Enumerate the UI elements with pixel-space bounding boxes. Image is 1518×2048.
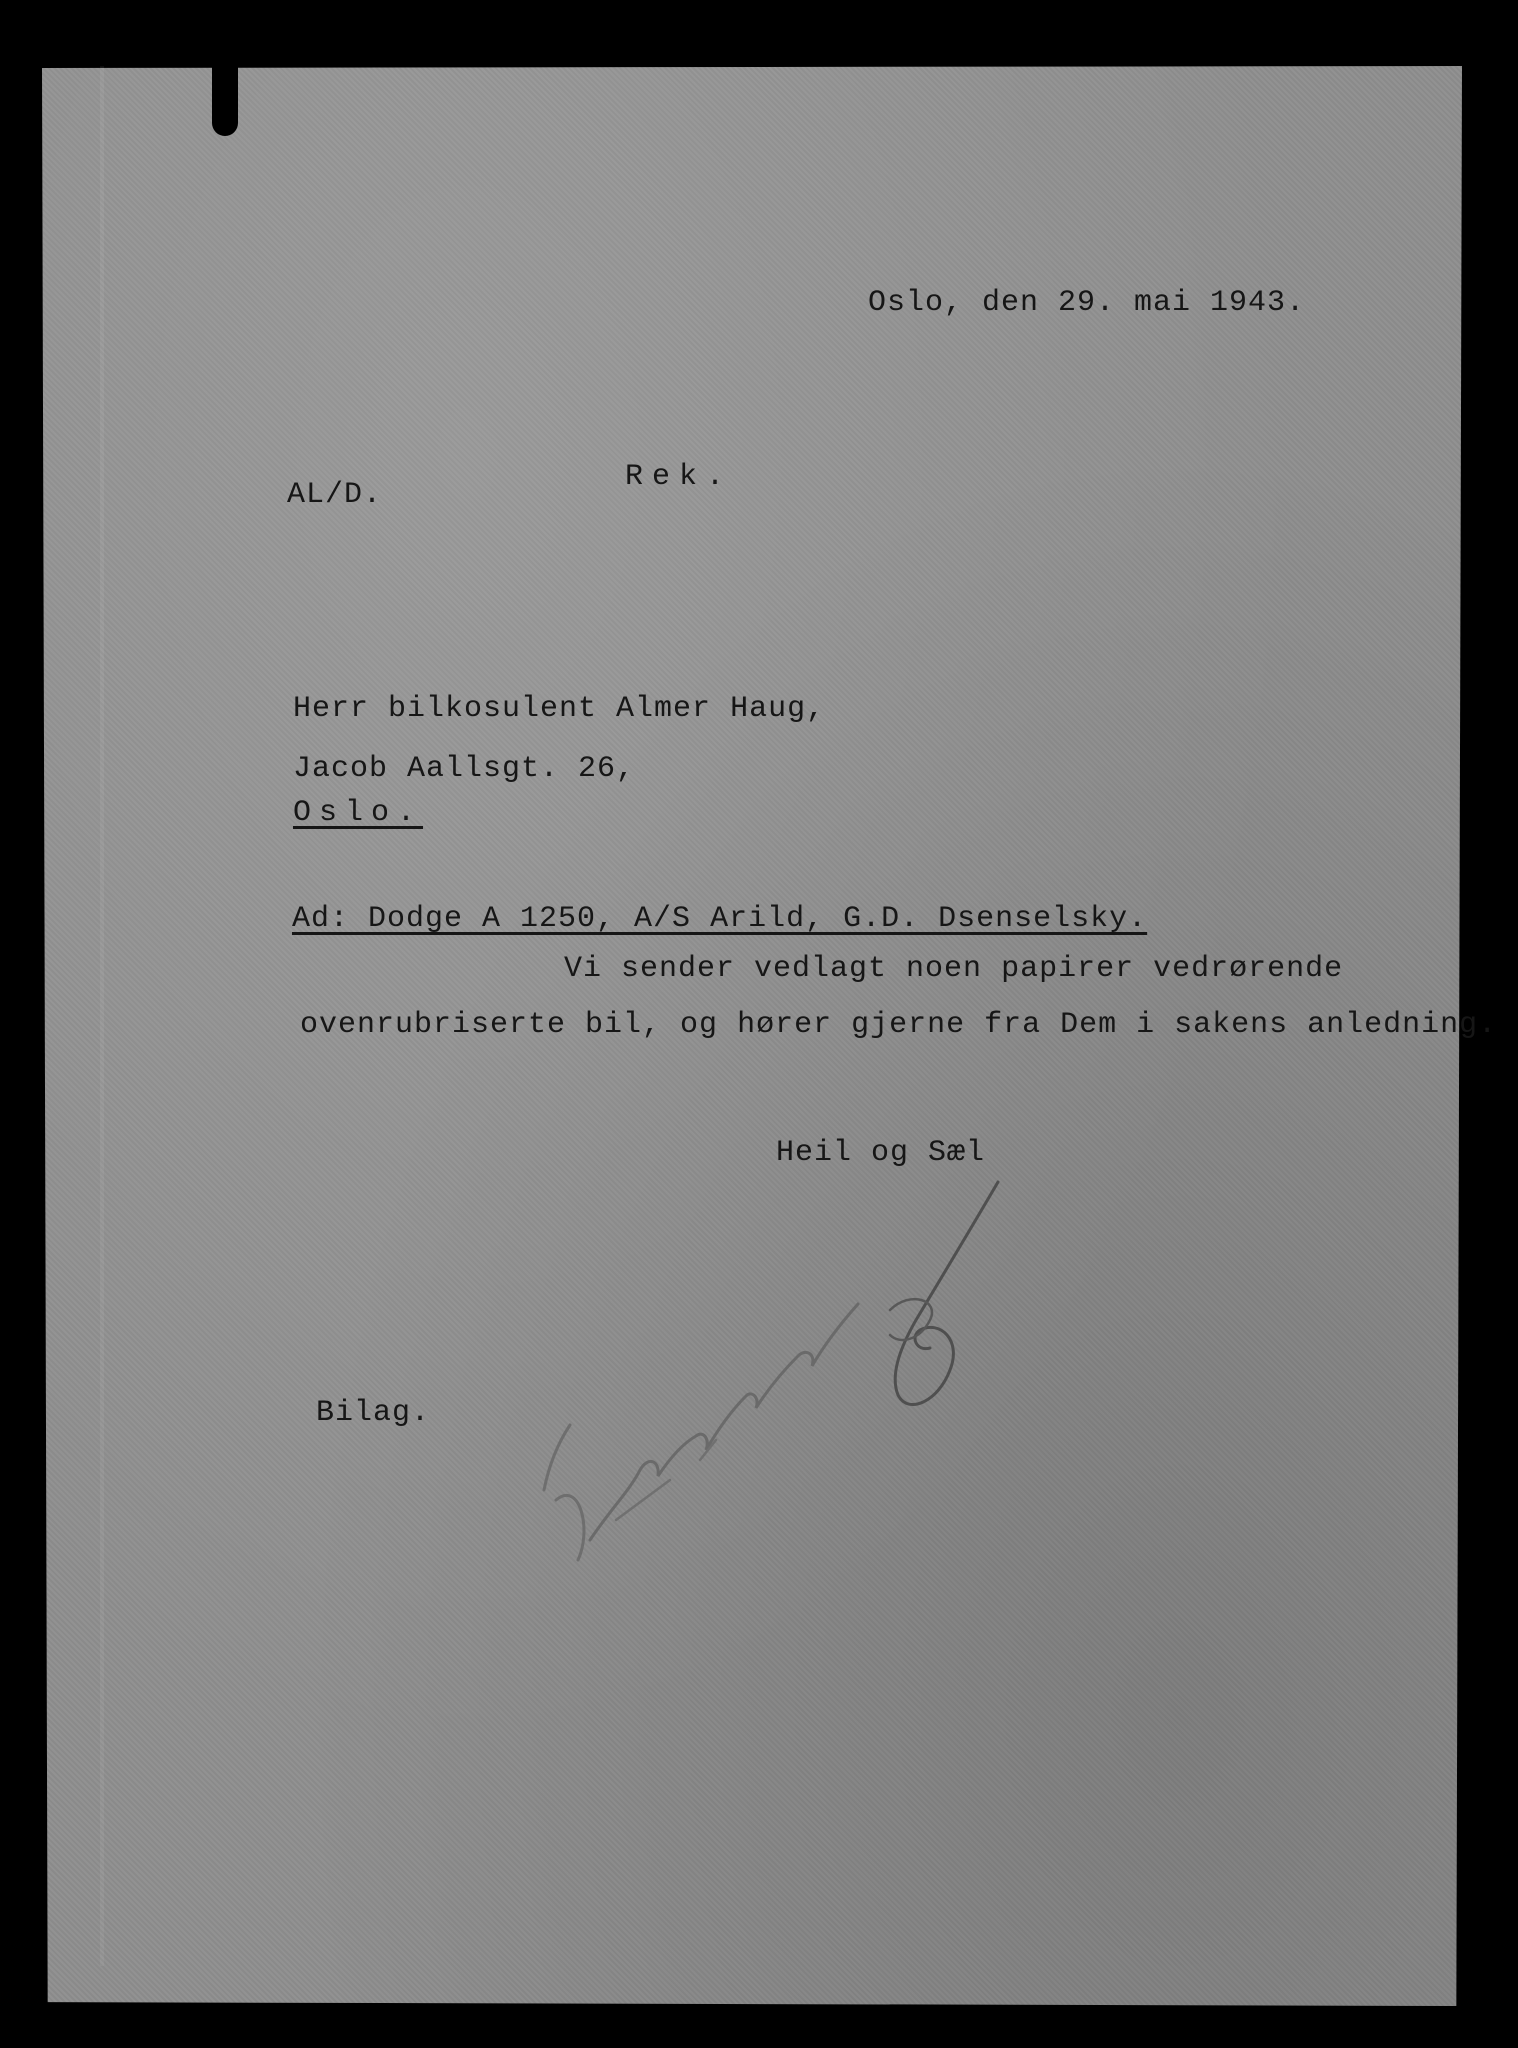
registered-mark: Rek. xyxy=(625,460,734,494)
reference-code: AL/D. xyxy=(287,478,383,512)
punch-notch xyxy=(212,66,238,136)
paper-fold xyxy=(100,66,104,1966)
date-line: Oslo, den 29. mai 1943. xyxy=(868,286,1306,320)
body-line-1: Vi sender vedlagt noen papirer vedrørende xyxy=(564,952,1344,986)
subject-line: Ad: Dodge A 1250, A/S Arild, G.D. Dsenselsky. xyxy=(292,902,1148,936)
recipient-street: Jacob Aallsgt. 26, xyxy=(293,752,636,786)
closing: Heil og Sæl xyxy=(776,1136,986,1170)
recipient-city: Oslo. xyxy=(293,796,424,830)
body-line-2: ovenrubriserte bil, og hører gjerne fra Dem i sakens anledning. xyxy=(300,1008,1498,1042)
recipient-name: Herr bilkosulent Almer Haug, xyxy=(293,692,826,726)
enclosure-note: Bilag. xyxy=(316,1396,431,1430)
pencil-annotation xyxy=(520,1230,900,1590)
